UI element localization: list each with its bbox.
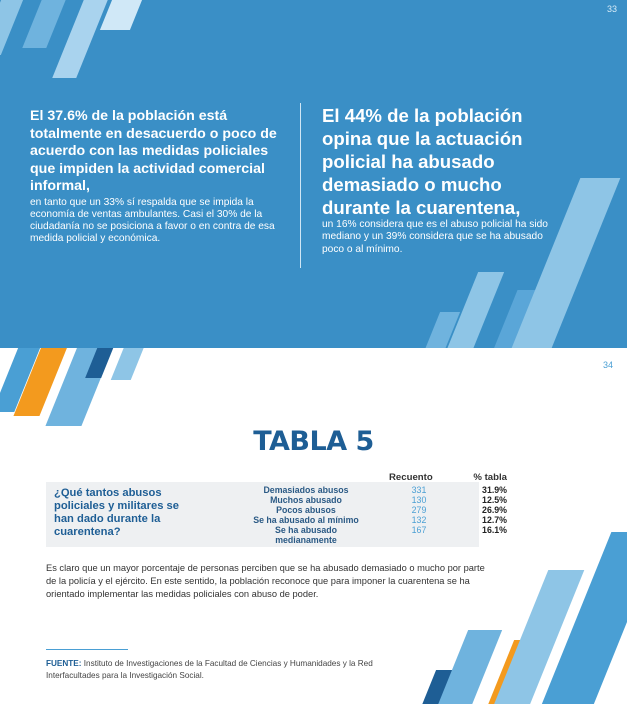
pct-column-header: % tabla [473, 472, 507, 483]
row-pct: 12.5% [482, 495, 507, 505]
count-column-header: Recuento [389, 472, 433, 483]
table-title: TABLA 5 [253, 426, 374, 457]
decorative-stripe [111, 348, 146, 380]
row-label: Pocos abusos [276, 505, 336, 515]
row-label: Muchos abusado [270, 495, 342, 505]
row-count: 331 [411, 485, 427, 495]
right-column [322, 104, 562, 256]
row-pct: 16.1% [482, 525, 507, 535]
results-table [46, 472, 507, 552]
row-count: 130 [411, 495, 427, 505]
column-divider [300, 103, 301, 268]
row-label: Demasiados abusos [263, 485, 349, 495]
row-pct: 26.9% [482, 505, 507, 515]
row-count: 279 [411, 505, 427, 515]
row-count: 167 [411, 525, 427, 535]
row-label: Se ha abusado medianamente [274, 525, 338, 545]
page-number: 34 [602, 360, 613, 370]
analysis-paragraph: Es claro que un mayor porcentaje de personas perciben que se ha abusado demasiado o mucho por parte de la policía y el ejército. En este sentido, la población reconoce que para imponer la cuarentena se ha orientado implementar las medidas policiales con abuso de poder. [46, 563, 485, 599]
page-number: 33 [606, 4, 617, 14]
row-count: 132 [411, 515, 427, 525]
left-column [30, 108, 292, 246]
right-body: un 16% considera que es el abuso policial ha sido mediano y un 39% considera que se ha abusado poco o al mínimo. [322, 219, 548, 255]
decorative-stripe [100, 0, 146, 30]
source-note [46, 658, 376, 681]
source-text: Instituto de Investigaciones de la Facultad de Ciencias y Humanidades y la Red Interfacultades para la Investigación Social. [46, 659, 373, 680]
left-body: en tanto que un 33% sí respalda que se impida la economía de ventas ambulantes. Casi el 30% de la ciudadanía no se posiciona a favor o en contra de esa medida policial y económica. [30, 196, 275, 245]
source-divider [46, 649, 128, 650]
row-label: Se ha abusado al mínimo [253, 515, 359, 525]
decorative-stripe [52, 0, 112, 78]
decorative-stripe [446, 272, 504, 348]
source-label: FUENTE: [46, 659, 82, 668]
slide-33 [0, 0, 627, 348]
slide-34 [0, 348, 627, 704]
right-headline: El 44% de la población opina que la actuación policial ha abusado demasiado o mucho durante la cuarentena, [322, 105, 523, 218]
row-pct: 31.9% [482, 485, 507, 495]
survey-question: ¿Qué tantos abusos policiales y militares se han dado durante la cuarentena? [54, 487, 179, 538]
row-pct: 12.7% [482, 515, 507, 525]
left-headline: El 37.6% de la población está totalmente en desacuerdo o poco de acuerdo con las medidas policiales que impiden la actividad comercial informal, [30, 108, 277, 194]
